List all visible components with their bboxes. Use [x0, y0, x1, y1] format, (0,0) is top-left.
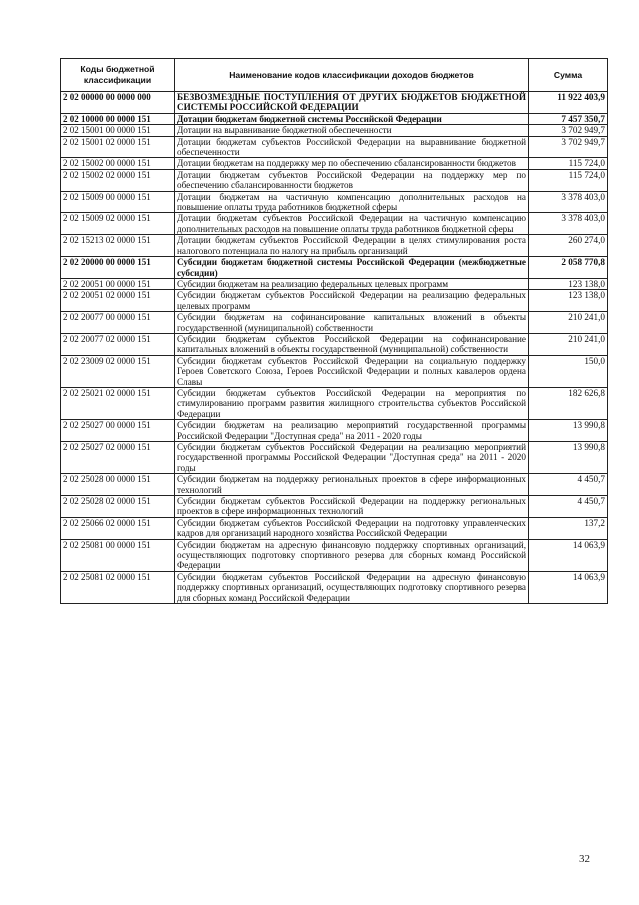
row-name: Субсидии бюджетам бюджетной системы Российской Федерации (межбюджетные субсидии) — [175, 257, 529, 279]
row-sum: 13 990,8 — [529, 442, 608, 474]
row-code: 2 02 25028 02 0000 151 — [61, 496, 175, 518]
row-sum: 123 138,0 — [529, 290, 608, 312]
row-code: 2 02 25081 00 0000 151 — [61, 539, 175, 571]
row-name: Дотации на выравнивание бюджетной обеспеченности — [175, 125, 529, 136]
row-code: 2 02 25028 00 0000 151 — [61, 474, 175, 496]
row-sum: 3 702 949,7 — [529, 125, 608, 136]
table-row — [61, 333, 608, 355]
table-row — [61, 312, 608, 334]
row-sum: 14 063,9 — [529, 571, 608, 603]
table-header — [61, 59, 608, 92]
row-name: Субсидии бюджетам субъектов Российской Федерации на мероприятия по стимулированию программ развития жилищного строительства субъектов Российской Федерации — [175, 387, 529, 419]
row-name: Дотации бюджетам на поддержку мер по обеспечению сбалансированности бюджетов — [175, 158, 529, 169]
row-code: 2 02 15009 00 0000 151 — [61, 191, 175, 213]
row-code: 2 02 15001 00 0000 151 — [61, 125, 175, 136]
row-sum: 210 241,0 — [529, 333, 608, 355]
row-code: 2 02 15213 02 0000 151 — [61, 235, 175, 257]
row-sum: 3 378 403,0 — [529, 213, 608, 235]
row-code: 2 02 20000 00 0000 151 — [61, 257, 175, 279]
row-name: Субсидии бюджетам на реализацию федеральных целевых программ — [175, 278, 529, 289]
row-code: 2 02 25066 02 0000 151 — [61, 517, 175, 539]
row-code: 2 02 00000 00 0000 000 — [61, 92, 175, 114]
row-name: Субсидии бюджетам на софинансирование капитальных вложений в объекты государственной (муниципальной) собственности — [175, 312, 529, 334]
row-code: 2 02 10000 00 0000 151 — [61, 113, 175, 124]
row-sum: 123 138,0 — [529, 278, 608, 289]
table-row — [61, 235, 608, 257]
row-name: Субсидии бюджетам субъектов Российской Федерации на реализацию мероприятий государственной программы Российской Федерации "Доступная среда" на 2011 - 2020 годы — [175, 442, 529, 474]
row-sum: 4 450,7 — [529, 474, 608, 496]
table-row — [61, 571, 608, 603]
row-sum: 2 058 770,8 — [529, 257, 608, 279]
row-code: 2 02 25027 02 0000 151 — [61, 442, 175, 474]
row-name: Дотации бюджетам на частичную компенсацию дополнительных расходов на повышение оплаты труда работников бюджетной сферы — [175, 191, 529, 213]
row-name: Субсидии бюджетам субъектов Российской Федерации на подготовку управленческих кадров для организаций народного хозяйства Российской Федерации — [175, 517, 529, 539]
row-name: Субсидии бюджетам субъектов Российской Федерации на софинансирование капитальных вложений в объекты государственной (муниципальной) собственности — [175, 333, 529, 355]
row-sum: 115 724,0 — [529, 158, 608, 169]
row-code: 2 02 20077 00 0000 151 — [61, 312, 175, 334]
row-name: Дотации бюджетам субъектов Российской Федерации на выравнивание бюджетной обеспеченности — [175, 136, 529, 158]
row-name: Дотации бюджетам бюджетной системы Российской Федерации — [175, 113, 529, 124]
row-name: Субсидии бюджетам субъектов Российской Федерации на поддержку региональных проектов в сфере информационных технологий — [175, 496, 529, 518]
row-name: Дотации бюджетам субъектов Российской Федерации в целях стимулирования роста налогового потенциала по налогу на прибыль организаций — [175, 235, 529, 257]
row-name: Дотации бюджетам субъектов Российской Федерации на поддержку мер по обеспечению сбалансированности бюджетов — [175, 169, 529, 191]
table-row — [61, 442, 608, 474]
table-row — [61, 158, 608, 169]
table-row — [61, 496, 608, 518]
row-name: Субсидии бюджетам на реализацию мероприятий государственной программы Российской Федерации "Доступная среда" на 2011 - 2020 годы — [175, 420, 529, 442]
row-code: 2 02 20051 00 0000 151 — [61, 278, 175, 289]
row-sum: 210 241,0 — [529, 312, 608, 334]
row-code: 2 02 25027 00 0000 151 — [61, 420, 175, 442]
row-code: 2 02 20077 02 0000 151 — [61, 333, 175, 355]
row-sum: 3 702 949,7 — [529, 136, 608, 158]
row-name: Субсидии бюджетам на поддержку региональных проектов в сфере информационных технологий — [175, 474, 529, 496]
row-sum: 115 724,0 — [529, 169, 608, 191]
row-code: 2 02 20051 02 0000 151 — [61, 290, 175, 312]
table-row — [61, 257, 608, 279]
row-sum: 4 450,7 — [529, 496, 608, 518]
row-sum: 182 626,8 — [529, 387, 608, 419]
header-code: Коды бюджетной классификации — [61, 59, 175, 92]
table-body — [61, 92, 608, 604]
table-row — [61, 169, 608, 191]
table-row — [61, 539, 608, 571]
page-number: 32 — [579, 853, 590, 865]
row-sum: 137,2 — [529, 517, 608, 539]
table-row — [61, 113, 608, 124]
table-row — [61, 213, 608, 235]
table-row — [61, 387, 608, 419]
row-sum: 3 378 403,0 — [529, 191, 608, 213]
row-name: Дотации бюджетам субъектов Российской Федерации на частичную компенсацию дополнительных расходов на повышение оплаты труда работников бюджетной сферы — [175, 213, 529, 235]
row-sum: 13 990,8 — [529, 420, 608, 442]
table-row — [61, 517, 608, 539]
table-row — [61, 290, 608, 312]
row-name: БЕЗВОЗМЕЗДНЫЕ ПОСТУПЛЕНИЯ ОТ ДРУГИХ БЮДЖЕТОВ БЮДЖЕТНОЙ СИСТЕМЫ РОССИЙСКОЙ ФЕДЕРАЦИИ — [175, 92, 529, 114]
row-code: 2 02 25081 02 0000 151 — [61, 571, 175, 603]
row-code: 2 02 23009 02 0000 151 — [61, 355, 175, 387]
table-row — [61, 420, 608, 442]
row-sum: 11 922 403,9 — [529, 92, 608, 114]
row-code: 2 02 15002 02 0000 151 — [61, 169, 175, 191]
row-code: 2 02 15001 02 0000 151 — [61, 136, 175, 158]
header-name: Наименование кодов классификации доходов бюджетов — [175, 59, 529, 92]
table-row — [61, 125, 608, 136]
table-row — [61, 136, 608, 158]
row-code: 2 02 25021 02 0000 151 — [61, 387, 175, 419]
row-name: Субсидии бюджетам на адресную финансовую поддержку спортивных организаций, осуществляющих подготовку спортивного резерва для сборных команд Российской Федерации — [175, 539, 529, 571]
row-name: Субсидии бюджетам субъектов Российской Федерации на социальную поддержку Героев Советского Союза, Героев Российской Федерации и полных кавалеров ордена Славы — [175, 355, 529, 387]
table-header-row — [61, 59, 608, 92]
row-sum: 7 457 350,7 — [529, 113, 608, 124]
row-code: 2 02 15002 00 0000 151 — [61, 158, 175, 169]
table-row — [61, 355, 608, 387]
row-name: Субсидии бюджетам субъектов Российской Федерации на адресную финансовую поддержку спортивных организаций, осуществляющих подготовку спортивного резерва для сборных команд Российской Федерации — [175, 571, 529, 603]
table-row — [61, 191, 608, 213]
table-row — [61, 278, 608, 289]
header-sum: Сумма — [529, 59, 608, 92]
row-sum: 150,0 — [529, 355, 608, 387]
table-row — [61, 92, 608, 114]
row-sum: 260 274,0 — [529, 235, 608, 257]
row-sum: 14 063,9 — [529, 539, 608, 571]
budget-revenue-table — [60, 58, 608, 604]
row-name: Субсидии бюджетам субъектов Российской Федерации на реализацию федеральных целевых программ — [175, 290, 529, 312]
table-row — [61, 474, 608, 496]
row-code: 2 02 15009 02 0000 151 — [61, 213, 175, 235]
